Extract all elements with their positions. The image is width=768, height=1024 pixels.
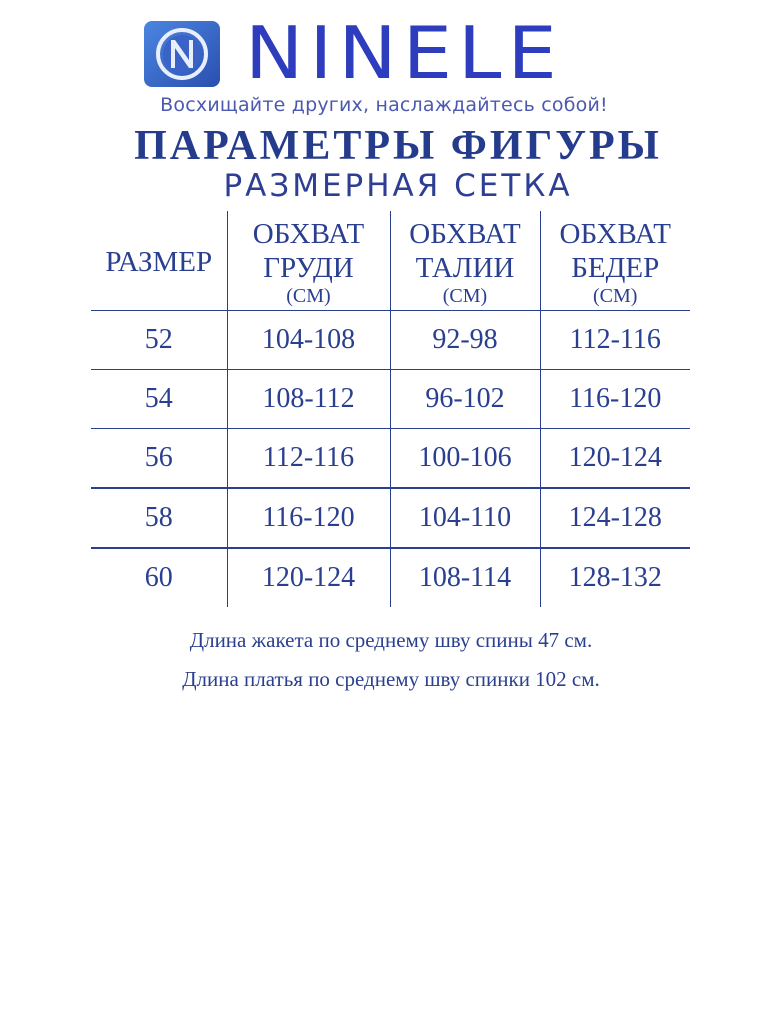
page-title: ПАРАМЕТРЫ ФИГУРЫ (134, 123, 662, 169)
header-chest-unit: (СМ) (286, 285, 331, 307)
header-size-label: РАЗМЕР (105, 246, 213, 278)
cell-size: 56 (91, 429, 227, 489)
cell-chest: 120-124 (227, 548, 390, 607)
note-dress-length: Длина платья по среднему шву спинки 102 см. (182, 667, 600, 691)
header-hips-line2: БЕДЕР (571, 252, 660, 284)
brand-header (143, 12, 563, 96)
cell-hips: 124-128 (540, 488, 690, 548)
header-chest (227, 211, 390, 311)
brand-name: NINELE (245, 12, 563, 96)
cell-chest: 104-108 (227, 311, 390, 370)
cell-size: 60 (144, 562, 173, 593)
cell-hips: 116-120 (540, 370, 690, 429)
header-waist-line1: ОБХВАТ (409, 218, 521, 250)
cell-waist: 108-114 (390, 548, 540, 607)
cell-chest: 108-112 (227, 370, 390, 429)
page-subtitle: РАЗМЕРНАЯ СЕТКА (223, 168, 573, 204)
table-row (91, 311, 690, 370)
cell-size: 52 (91, 311, 227, 370)
cell-waist: 96-102 (390, 370, 540, 429)
table-header-row (91, 211, 690, 311)
header-hips-unit: (СМ) (593, 285, 638, 307)
header-chest-line2: ГРУДИ (263, 252, 354, 284)
header-hips (540, 211, 690, 311)
header-hips-line1: ОБХВАТ (559, 218, 671, 250)
size-table (91, 211, 690, 607)
header-waist-unit: (СМ) (442, 285, 488, 307)
cell-chest: 116-120 (227, 488, 390, 548)
header-size (91, 211, 227, 311)
cell-waist: 100-106 (390, 429, 540, 489)
cell-waist: 104-110 (390, 488, 540, 548)
header-waist-line2: ТАЛИИ (415, 252, 515, 284)
brand-tagline: Восхищайте других, наслаждайтесь собой! (160, 94, 608, 116)
table-row (91, 548, 690, 607)
table-row (91, 429, 690, 489)
cell-waist: 92-98 (390, 311, 540, 370)
ninele-n-logo-icon (143, 20, 221, 88)
note-jacket-length: Длина жакета по среднему шву спины 47 см. (189, 628, 593, 652)
table-row (91, 488, 690, 548)
cell-size: 54 (91, 370, 227, 429)
cell-size: 58 (91, 488, 227, 548)
table-row (91, 370, 690, 429)
header-waist (390, 211, 540, 311)
header-chest-line1: ОБХВАТ (252, 218, 365, 250)
cell-hips: 120-124 (540, 429, 690, 489)
cell-hips: 128-132 (540, 548, 690, 607)
cell-hips: 112-116 (540, 311, 690, 370)
cell-chest: 112-116 (227, 429, 390, 489)
